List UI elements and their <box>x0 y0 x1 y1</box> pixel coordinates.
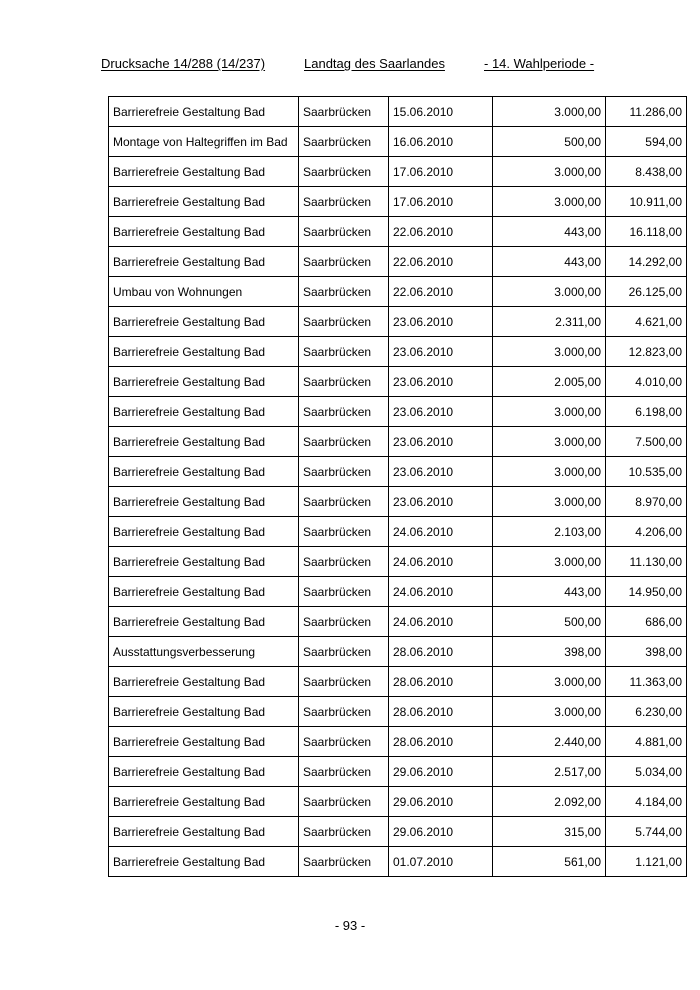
page-footer <box>0 918 700 934</box>
cell-location: Saarbrücken <box>299 217 389 247</box>
cell-date: 29.06.2010 <box>389 817 493 847</box>
cell-date: 23.06.2010 <box>389 457 493 487</box>
cell-measure: Barrierefreie Gestaltung Bad <box>109 517 299 547</box>
funding-table <box>108 96 687 877</box>
cell-grant-amount: 3.000,00 <box>493 157 606 187</box>
cell-location: Saarbrücken <box>299 457 389 487</box>
cell-date: 22.06.2010 <box>389 217 493 247</box>
page-header <box>101 56 601 72</box>
cell-location: Saarbrücken <box>299 787 389 817</box>
cell-location: Saarbrücken <box>299 487 389 517</box>
cell-measure: Barrierefreie Gestaltung Bad <box>109 247 299 277</box>
cell-total-cost: 12.823,00 <box>606 337 687 367</box>
cell-date: 24.06.2010 <box>389 517 493 547</box>
cell-total-cost: 4.881,00 <box>606 727 687 757</box>
cell-date: 23.06.2010 <box>389 367 493 397</box>
cell-date: 15.06.2010 <box>389 97 493 127</box>
cell-location: Saarbrücken <box>299 817 389 847</box>
cell-total-cost: 7.500,00 <box>606 427 687 457</box>
cell-measure: Barrierefreie Gestaltung Bad <box>109 787 299 817</box>
cell-measure: Barrierefreie Gestaltung Bad <box>109 307 299 337</box>
cell-date: 28.06.2010 <box>389 667 493 697</box>
cell-grant-amount: 3.000,00 <box>493 187 606 217</box>
cell-total-cost: 14.292,00 <box>606 247 687 277</box>
cell-measure: Barrierefreie Gestaltung Bad <box>109 427 299 457</box>
table-row <box>109 697 687 727</box>
cell-location: Saarbrücken <box>299 697 389 727</box>
cell-date: 22.06.2010 <box>389 247 493 277</box>
cell-measure: Umbau von Wohnungen <box>109 277 299 307</box>
cell-total-cost: 8.970,00 <box>606 487 687 517</box>
cell-measure: Barrierefreie Gestaltung Bad <box>109 547 299 577</box>
cell-date: 22.06.2010 <box>389 277 493 307</box>
cell-grant-amount: 3.000,00 <box>493 697 606 727</box>
cell-date: 23.06.2010 <box>389 337 493 367</box>
cell-measure: Ausstattungsverbesserung <box>109 637 299 667</box>
cell-date: 16.06.2010 <box>389 127 493 157</box>
cell-location: Saarbrücken <box>299 727 389 757</box>
cell-grant-amount: 443,00 <box>493 577 606 607</box>
cell-location: Saarbrücken <box>299 187 389 217</box>
cell-date: 28.06.2010 <box>389 637 493 667</box>
cell-grant-amount: 3.000,00 <box>493 547 606 577</box>
cell-measure: Barrierefreie Gestaltung Bad <box>109 697 299 727</box>
cell-grant-amount: 398,00 <box>493 637 606 667</box>
cell-total-cost: 14.950,00 <box>606 577 687 607</box>
cell-date: 23.06.2010 <box>389 397 493 427</box>
cell-date: 24.06.2010 <box>389 547 493 577</box>
cell-measure: Barrierefreie Gestaltung Bad <box>109 667 299 697</box>
table-row <box>109 517 687 547</box>
cell-grant-amount: 561,00 <box>493 847 606 877</box>
cell-total-cost: 11.130,00 <box>606 547 687 577</box>
cell-measure: Barrierefreie Gestaltung Bad <box>109 607 299 637</box>
table-row <box>109 787 687 817</box>
table-row <box>109 187 687 217</box>
cell-location: Saarbrücken <box>299 757 389 787</box>
table-row <box>109 847 687 877</box>
cell-grant-amount: 2.092,00 <box>493 787 606 817</box>
table-row <box>109 547 687 577</box>
table-row <box>109 127 687 157</box>
cell-total-cost: 16.118,00 <box>606 217 687 247</box>
cell-grant-amount: 3.000,00 <box>493 277 606 307</box>
cell-date: 28.06.2010 <box>389 697 493 727</box>
cell-measure: Barrierefreie Gestaltung Bad <box>109 187 299 217</box>
cell-total-cost: 686,00 <box>606 607 687 637</box>
cell-total-cost: 4.206,00 <box>606 517 687 547</box>
cell-date: 17.06.2010 <box>389 187 493 217</box>
cell-measure: Montage von Haltegriffen im Bad <box>109 127 299 157</box>
cell-date: 01.07.2010 <box>389 847 493 877</box>
cell-location: Saarbrücken <box>299 667 389 697</box>
cell-date: 23.06.2010 <box>389 487 493 517</box>
cell-measure: Barrierefreie Gestaltung Bad <box>109 727 299 757</box>
table-row <box>109 397 687 427</box>
cell-location: Saarbrücken <box>299 247 389 277</box>
cell-location: Saarbrücken <box>299 157 389 187</box>
cell-grant-amount: 2.440,00 <box>493 727 606 757</box>
table-row <box>109 667 687 697</box>
cell-total-cost: 8.438,00 <box>606 157 687 187</box>
cell-date: 24.06.2010 <box>389 607 493 637</box>
cell-grant-amount: 3.000,00 <box>493 487 606 517</box>
funding-table-body <box>109 97 687 877</box>
cell-location: Saarbrücken <box>299 367 389 397</box>
cell-total-cost: 594,00 <box>606 127 687 157</box>
cell-grant-amount: 3.000,00 <box>493 337 606 367</box>
cell-total-cost: 4.010,00 <box>606 367 687 397</box>
cell-location: Saarbrücken <box>299 307 389 337</box>
cell-grant-amount: 3.000,00 <box>493 97 606 127</box>
cell-date: 24.06.2010 <box>389 577 493 607</box>
table-row <box>109 157 687 187</box>
cell-grant-amount: 500,00 <box>493 127 606 157</box>
cell-grant-amount: 3.000,00 <box>493 667 606 697</box>
cell-total-cost: 10.535,00 <box>606 457 687 487</box>
table-row <box>109 217 687 247</box>
table-row <box>109 97 687 127</box>
table-row <box>109 637 687 667</box>
cell-grant-amount: 3.000,00 <box>493 397 606 427</box>
header-document-number: Drucksache 14/288 (14/237) <box>101 56 266 71</box>
cell-location: Saarbrücken <box>299 577 389 607</box>
cell-measure: Barrierefreie Gestaltung Bad <box>109 817 299 847</box>
cell-date: 29.06.2010 <box>389 757 493 787</box>
cell-measure: Barrierefreie Gestaltung Bad <box>109 337 299 367</box>
cell-location: Saarbrücken <box>299 427 389 457</box>
table-row <box>109 607 687 637</box>
table-row <box>109 337 687 367</box>
cell-total-cost: 11.286,00 <box>606 97 687 127</box>
table-row <box>109 367 687 397</box>
table-row <box>109 307 687 337</box>
header-legislative-period: - 14. Wahlperiode - <box>484 56 595 71</box>
cell-location: Saarbrücken <box>299 547 389 577</box>
cell-grant-amount: 315,00 <box>493 817 606 847</box>
cell-location: Saarbrücken <box>299 277 389 307</box>
header-parliament: Landtag des Saarlandes <box>304 56 445 71</box>
cell-total-cost: 5.034,00 <box>606 757 687 787</box>
cell-measure: Barrierefreie Gestaltung Bad <box>109 97 299 127</box>
cell-grant-amount: 3.000,00 <box>493 427 606 457</box>
table-row <box>109 247 687 277</box>
cell-grant-amount: 2.005,00 <box>493 367 606 397</box>
cell-grant-amount: 2.517,00 <box>493 757 606 787</box>
cell-total-cost: 5.744,00 <box>606 817 687 847</box>
table-row <box>109 757 687 787</box>
cell-location: Saarbrücken <box>299 607 389 637</box>
cell-measure: Barrierefreie Gestaltung Bad <box>109 847 299 877</box>
cell-date: 23.06.2010 <box>389 427 493 457</box>
cell-grant-amount: 2.103,00 <box>493 517 606 547</box>
cell-measure: Barrierefreie Gestaltung Bad <box>109 487 299 517</box>
cell-measure: Barrierefreie Gestaltung Bad <box>109 757 299 787</box>
cell-location: Saarbrücken <box>299 97 389 127</box>
cell-measure: Barrierefreie Gestaltung Bad <box>109 217 299 247</box>
cell-total-cost: 26.125,00 <box>606 277 687 307</box>
table-row <box>109 727 687 757</box>
cell-total-cost: 11.363,00 <box>606 667 687 697</box>
table-row <box>109 457 687 487</box>
cell-location: Saarbrücken <box>299 847 389 877</box>
cell-measure: Barrierefreie Gestaltung Bad <box>109 157 299 187</box>
cell-location: Saarbrücken <box>299 337 389 367</box>
cell-total-cost: 398,00 <box>606 637 687 667</box>
table-row <box>109 277 687 307</box>
cell-total-cost: 6.198,00 <box>606 397 687 427</box>
cell-measure: Barrierefreie Gestaltung Bad <box>109 367 299 397</box>
cell-measure: Barrierefreie Gestaltung Bad <box>109 397 299 427</box>
cell-total-cost: 10.911,00 <box>606 187 687 217</box>
cell-location: Saarbrücken <box>299 517 389 547</box>
cell-location: Saarbrücken <box>299 637 389 667</box>
cell-location: Saarbrücken <box>299 397 389 427</box>
cell-grant-amount: 500,00 <box>493 607 606 637</box>
table-row <box>109 577 687 607</box>
cell-date: 17.06.2010 <box>389 157 493 187</box>
cell-grant-amount: 443,00 <box>493 217 606 247</box>
cell-date: 28.06.2010 <box>389 727 493 757</box>
cell-date: 23.06.2010 <box>389 307 493 337</box>
cell-total-cost: 6.230,00 <box>606 697 687 727</box>
cell-location: Saarbrücken <box>299 127 389 157</box>
cell-total-cost: 4.184,00 <box>606 787 687 817</box>
cell-grant-amount: 443,00 <box>493 247 606 277</box>
table-row <box>109 427 687 457</box>
page-number: - 93 - <box>334 918 366 933</box>
cell-grant-amount: 3.000,00 <box>493 457 606 487</box>
cell-measure: Barrierefreie Gestaltung Bad <box>109 577 299 607</box>
cell-total-cost: 1.121,00 <box>606 847 687 877</box>
table-row <box>109 817 687 847</box>
table-row <box>109 487 687 517</box>
cell-measure: Barrierefreie Gestaltung Bad <box>109 457 299 487</box>
cell-date: 29.06.2010 <box>389 787 493 817</box>
cell-total-cost: 4.621,00 <box>606 307 687 337</box>
cell-grant-amount: 2.311,00 <box>493 307 606 337</box>
